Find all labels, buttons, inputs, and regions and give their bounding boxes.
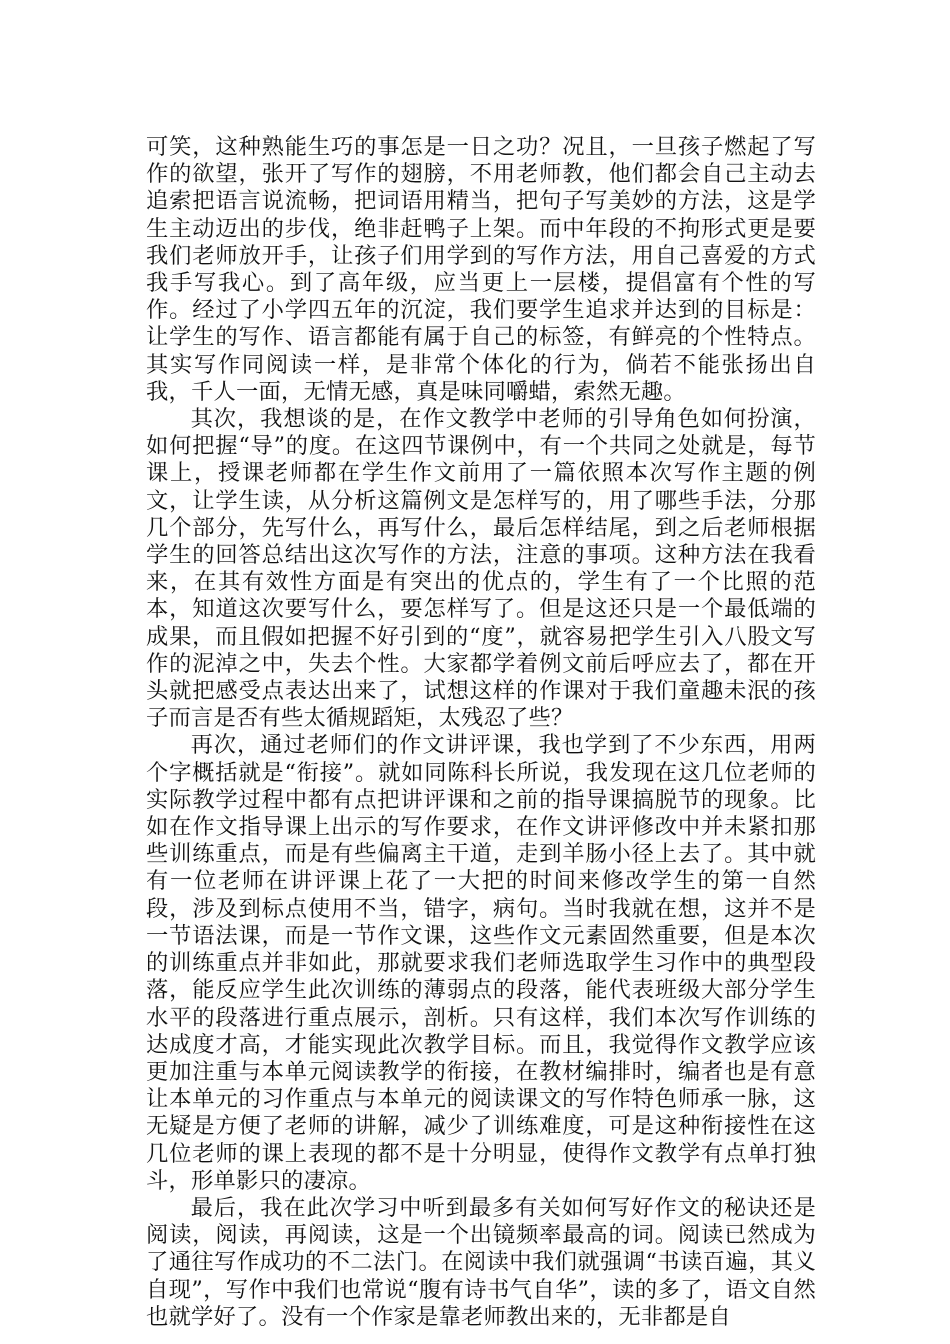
paragraph-continued: 可笑，这种熟能生巧的事怎是一日之功？况且，一旦孩子燃起了写作的欲望，张开了写作的翅膀，不用老师教，他们都会自己主动去追索把语言说流畅，把词语用精当，把句子写美妙的方法，这是学生主动迈出的步伐，绝非赶鸭子上架。而中年段的不拘形式更是要我们老师放开手，让孩子们用学到的写作方法，用自己喜爱的方式我手写我心。到了高年级，应当更上一层楼，提倡富有个性的写作。经过了小学四五年的沉淀，我们要学生追求并达到的目标是：让学生的写作、语言都能有属于自己的标签，有鲜亮的个性特点。其实写作同阅读一样，是非常个体化的行为，倘若不能张扬出自我，千人一面，无情无感，真是味同嚼蜡，索然无趣。 — [146, 134, 816, 405]
paragraph-second-point: 其次，我想谈的是，在作文教学中老师的引导角色如何扮演，如何把握“导”的度。在这四节课例中，有一个共同之处就是，每节课上，授课老师都在学生作文前用了一篇依照本次写作主题的例文，让学生读，从分析这篇例文是怎样写的，用了哪些手法，分那几个部分，先写什么，再写什么，最后怎样结尾，到之后老师根据学生的回答总结出这次写作的方法，注意的事项。这种方法在我看来，在其有效性方面是有突出的优点的，学生有了一个比照的范本，知道这次要写什么，要怎样写了。但是这还只是一个最低端的成果，而且假如把握不好引到的“度”，就容易把学生引入八股文写作的泥淖之中，失去个性。大家都学着例文前后呼应去了，都在开头就把感受点表达出来了，试想这样的作课对于我们童趣未泯的孩子而言是否有些太循规蹈矩，太残忍了些？ — [146, 406, 816, 732]
paragraph-third-point: 再次，通过老师们的作文讲评课，我也学到了不少东西，用两个字概括就是“衔接”。就如同陈科长所说，我发现在这几位老师的实际教学过程中都有点把讲评课和之前的指导课搞脱节的现象。比如在作文指导课上出示的写作要求，在作文讲评修改中并未紧扣那些训练重点，而是有些偏离主干道，走到羊肠小径上去了。其中就有一位老师在讲评课上花了一大把的时间来修改学生的第一自然段，涉及到标点使用不当，错字，病句。当时我就在想，这并不是一节语法课，而是一节作文课，这些作文元素固然重要，但是本次的训练重点并非如此，那就要求我们老师选取学生习作中的典型段落，能反应学生此次训练的薄弱点的段落，能代表班级大部分学生水平的段落进行重点展示，剖析。只有这样，我们本次写作训练的达成度才高，才能实现此次教学目标。而且，我觉得作文教学应该更加注重与本单元阅读教学的衔接，在教材编排时，编者也是有意让本单元的习作重点与本单元的阅读课文的写作特色师承一脉，这无疑是方便了老师的讲解，减少了训练难度，可是这种衔接性在这几位老师的课上表现的都不是十分明显，使得作文教学有点单打独斗，形单影只的凄凉。 — [146, 732, 816, 1194]
paragraph-final-point: 最后，我在此次学习中听到最多有关如何写好作文的秘诀还是阅读，阅读，再阅读，这是一个出镜频率最高的词。阅读已然成为了通往写作成功的不二法门。在阅读中我们就强调“书读百遍，其义自现”，写作中我们也常说“腹有诗书气自华”，读的多了，语文自然也就学好了。没有一个作家是靠老师教出来的，无非都是自 — [146, 1194, 816, 1330]
document-body — [146, 134, 816, 1331]
